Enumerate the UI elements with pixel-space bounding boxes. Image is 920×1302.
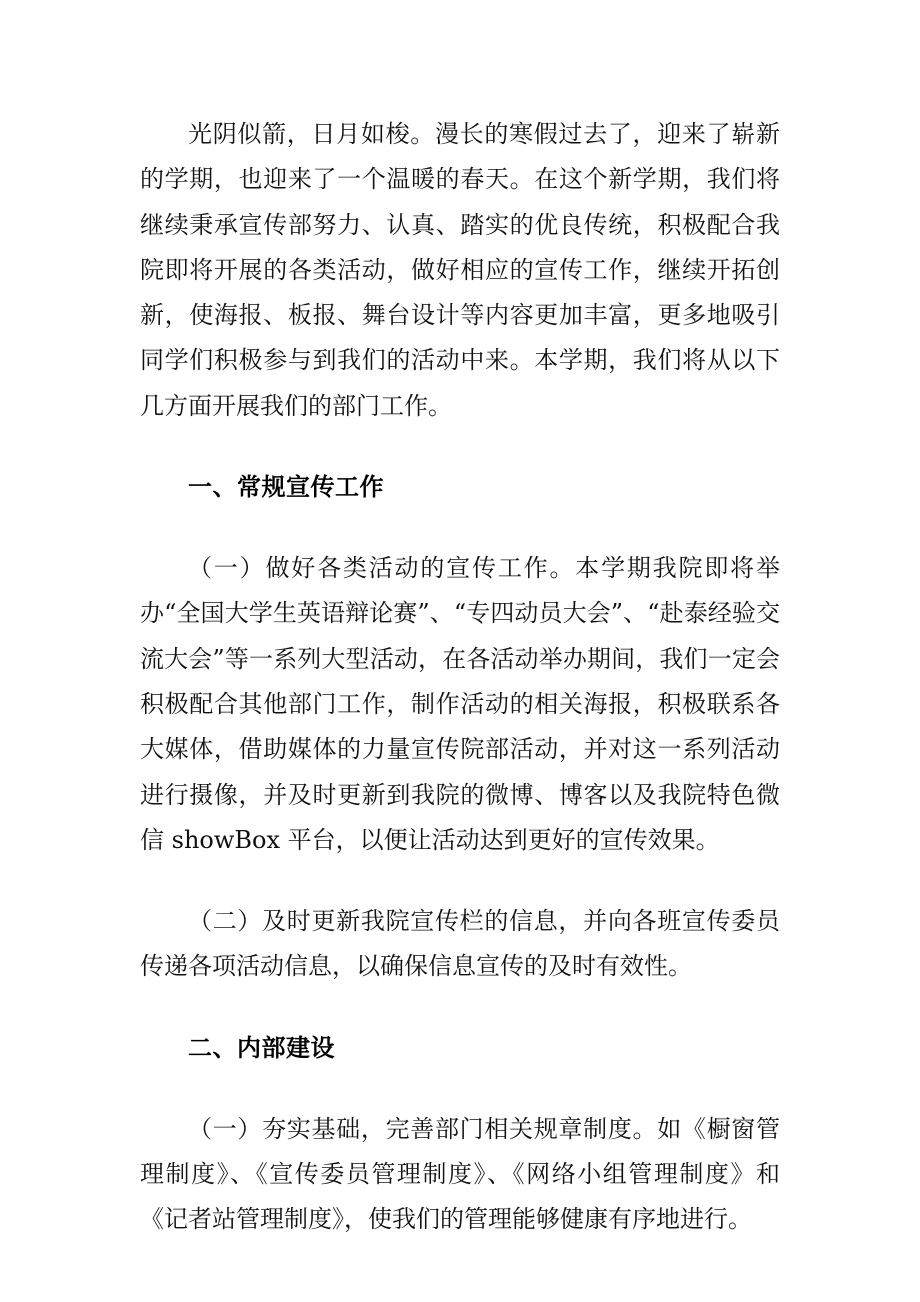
spacer [140, 990, 780, 1026]
intro-paragraph: 光阴似箭，日月如梭。漫长的寒假过去了，迎来了崭新的学期，也迎来了一个温暖的春天。在这个新学期，我们将继续秉承宣传部努力、认真、踏实的优良传统，积极配合我院即将开展的各类活动，做好相应的宣传工作，继续开拓创新，使海报、板报、舞台设计等内容更加丰富，更多地吸引同学们积极参与到我们的活动中来。本学期，我们将从以下几方面开展我们的部门工作。 [140, 120, 780, 420]
section-heading-routine-publicity: 一、常规宣传工作 [188, 473, 384, 502]
spacer [140, 863, 780, 899]
section-heading-internal-building: 二、内部建设 [188, 1033, 335, 1062]
section1-paragraph-2: （二）及时更新我院宣传栏的信息，并向各班宣传委员传递各项活动信息，以确保信息宣传的及时有效性。 [140, 907, 780, 981]
spacer [140, 429, 780, 465]
section2-paragraph-1: （一）夯实基础，完善部门相关规章制度。如《橱窗管理制度》、《宣传委员管理制度》、《网络小组管理制度》和《记者站管理制度》，使我们的管理能够健康有序地进行。 [140, 1114, 780, 1234]
spacer [140, 510, 780, 546]
section1-paragraph-1: （一）做好各类活动的宣传工作。本学期我院即将举办“全国大学生英语辩论赛”、“专四动员大会”、“赴泰经验交流大会”等一系列大型活动，在各活动举办期间，我们一定会积极配合其他部门工作，制作活动的相关海报，积极联系各大媒体，借助媒体的力量宣传院部活动，并对这一系列活动进行摄像，并及时更新到我院的微博、博客以及我院特色微信 showBox 平台，以便让活动达到更好的宣传效果。 [140, 554, 780, 854]
spacer [140, 1071, 780, 1107]
document-body [140, 112, 780, 1243]
